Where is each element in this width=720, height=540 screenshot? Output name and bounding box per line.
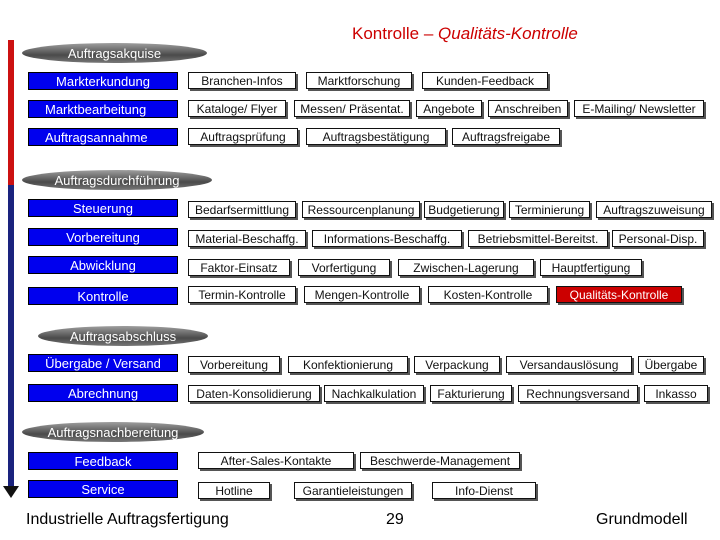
item-versandausloesung: Versandauslösung	[506, 356, 632, 373]
activity-uebergabe-versand: Übergabe / Versand	[28, 354, 178, 372]
page-title	[352, 24, 578, 44]
item-messen-praesentat: Messen/ Präsentat.	[294, 100, 410, 117]
item-auftragspruefung: Auftragsprüfung	[188, 128, 298, 145]
item-budgetierung: Budgetierung	[424, 201, 504, 218]
process-axis-lower	[8, 185, 14, 488]
activity-marktbearbeitung: Marktbearbeitung	[28, 100, 178, 118]
item-beschwerde-management: Beschwerde-Management	[360, 452, 520, 469]
item-kosten-kontrolle: Kosten-Kontrolle	[428, 286, 548, 303]
process-axis-upper	[8, 40, 14, 185]
title-main: Kontrolle	[352, 24, 420, 43]
phase-auftragsabschluss: Auftragsabschluss	[38, 326, 208, 346]
item-hotline: Hotline	[198, 482, 270, 499]
item-after-sales-kontakte: After-Sales-Kontakte	[198, 452, 354, 469]
item-angebote: Angebote	[416, 100, 482, 117]
activity-abwicklung: Abwicklung	[28, 256, 178, 274]
activity-steuerung: Steuerung	[28, 199, 178, 217]
item-hauptfertigung: Hauptfertigung	[540, 259, 642, 276]
item-auftragszuweisung: Auftragszuweisung	[596, 201, 712, 218]
activity-vorbereitung: Vorbereitung	[28, 228, 178, 246]
item-branchen-infos: Branchen-Infos	[188, 72, 296, 89]
item-ressourcenplanung: Ressourcenplanung	[302, 201, 420, 218]
item-personal-disp: Personal-Disp.	[612, 230, 704, 247]
item-auftragsfreigabe: Auftragsfreigabe	[452, 128, 560, 145]
item-termin-kontrolle: Termin-Kontrolle	[188, 286, 296, 303]
phase-auftragsakquise: Auftragsakquise	[22, 43, 207, 63]
item-mengen-kontrolle: Mengen-Kontrolle	[304, 286, 420, 303]
item-anschreiben: Anschreiben	[488, 100, 568, 117]
footer-right: Grundmodell	[596, 511, 688, 528]
item-zwischen-lagerung: Zwischen-Lagerung	[398, 259, 534, 276]
item-info-dienst: Info-Dienst	[432, 482, 536, 499]
item-kunden-feedback: Kunden-Feedback	[422, 72, 548, 89]
item-informations-beschaffg: Informations-Beschaffg.	[312, 230, 462, 247]
activity-kontrolle: Kontrolle	[28, 287, 178, 305]
item-daten-konsolidierung: Daten-Konsolidierung	[188, 385, 320, 402]
item-uebergabe: Übergabe	[638, 356, 704, 373]
item-qualitaets-kontrolle: Qualitäts-Kontrolle	[556, 286, 682, 303]
item-inkasso: Inkasso	[644, 385, 708, 402]
phase-auftragsnachbereitung: Auftragsnachbereitung	[22, 422, 204, 442]
item-auftragsbestaetigung: Auftragsbestätigung	[306, 128, 446, 145]
activity-service: Service	[28, 480, 178, 498]
item-betriebsmittel-bereitst: Betriebsmittel-Bereitst.	[468, 230, 608, 247]
item-vorfertigung: Vorfertigung	[298, 259, 390, 276]
item-e-mailing-newsletter: E-Mailing/ Newsletter	[574, 100, 704, 117]
title-dash: –	[423, 24, 434, 43]
item-rechnungsversand: Rechnungsversand	[518, 385, 638, 402]
item-material-beschaffg: Material-Beschaffg.	[188, 230, 306, 247]
page-number: 29	[386, 511, 404, 528]
item-garantieleistungen: Garantieleistungen	[294, 482, 412, 499]
item-nachkalkulation: Nachkalkulation	[324, 385, 424, 402]
arrow-down-icon	[3, 486, 19, 498]
activity-feedback: Feedback	[28, 452, 178, 470]
title-sub: Qualitäts-Kontrolle	[438, 24, 578, 43]
item-vorbereitung: Vorbereitung	[188, 356, 280, 373]
item-marktforschung: Marktforschung	[306, 72, 412, 89]
activity-markterkundung: Markterkundung	[28, 72, 178, 90]
item-verpackung: Verpackung	[414, 356, 500, 373]
item-bedarfsermittlung: Bedarfsermittlung	[188, 201, 296, 218]
activity-abrechnung: Abrechnung	[28, 384, 178, 402]
item-faktor-einsatz: Faktor-Einsatz	[188, 259, 290, 276]
item-fakturierung: Fakturierung	[430, 385, 512, 402]
footer-left: Industrielle Auftragsfertigung	[26, 511, 229, 528]
phase-auftragsdurchfuehrung: Auftragsdurchführung	[22, 170, 212, 190]
item-terminierung: Terminierung	[509, 201, 590, 218]
item-kataloge-flyer: Kataloge/ Flyer	[188, 100, 286, 117]
activity-auftragsannahme: Auftragsannahme	[28, 128, 178, 146]
item-konfektionierung: Konfektionierung	[288, 356, 408, 373]
